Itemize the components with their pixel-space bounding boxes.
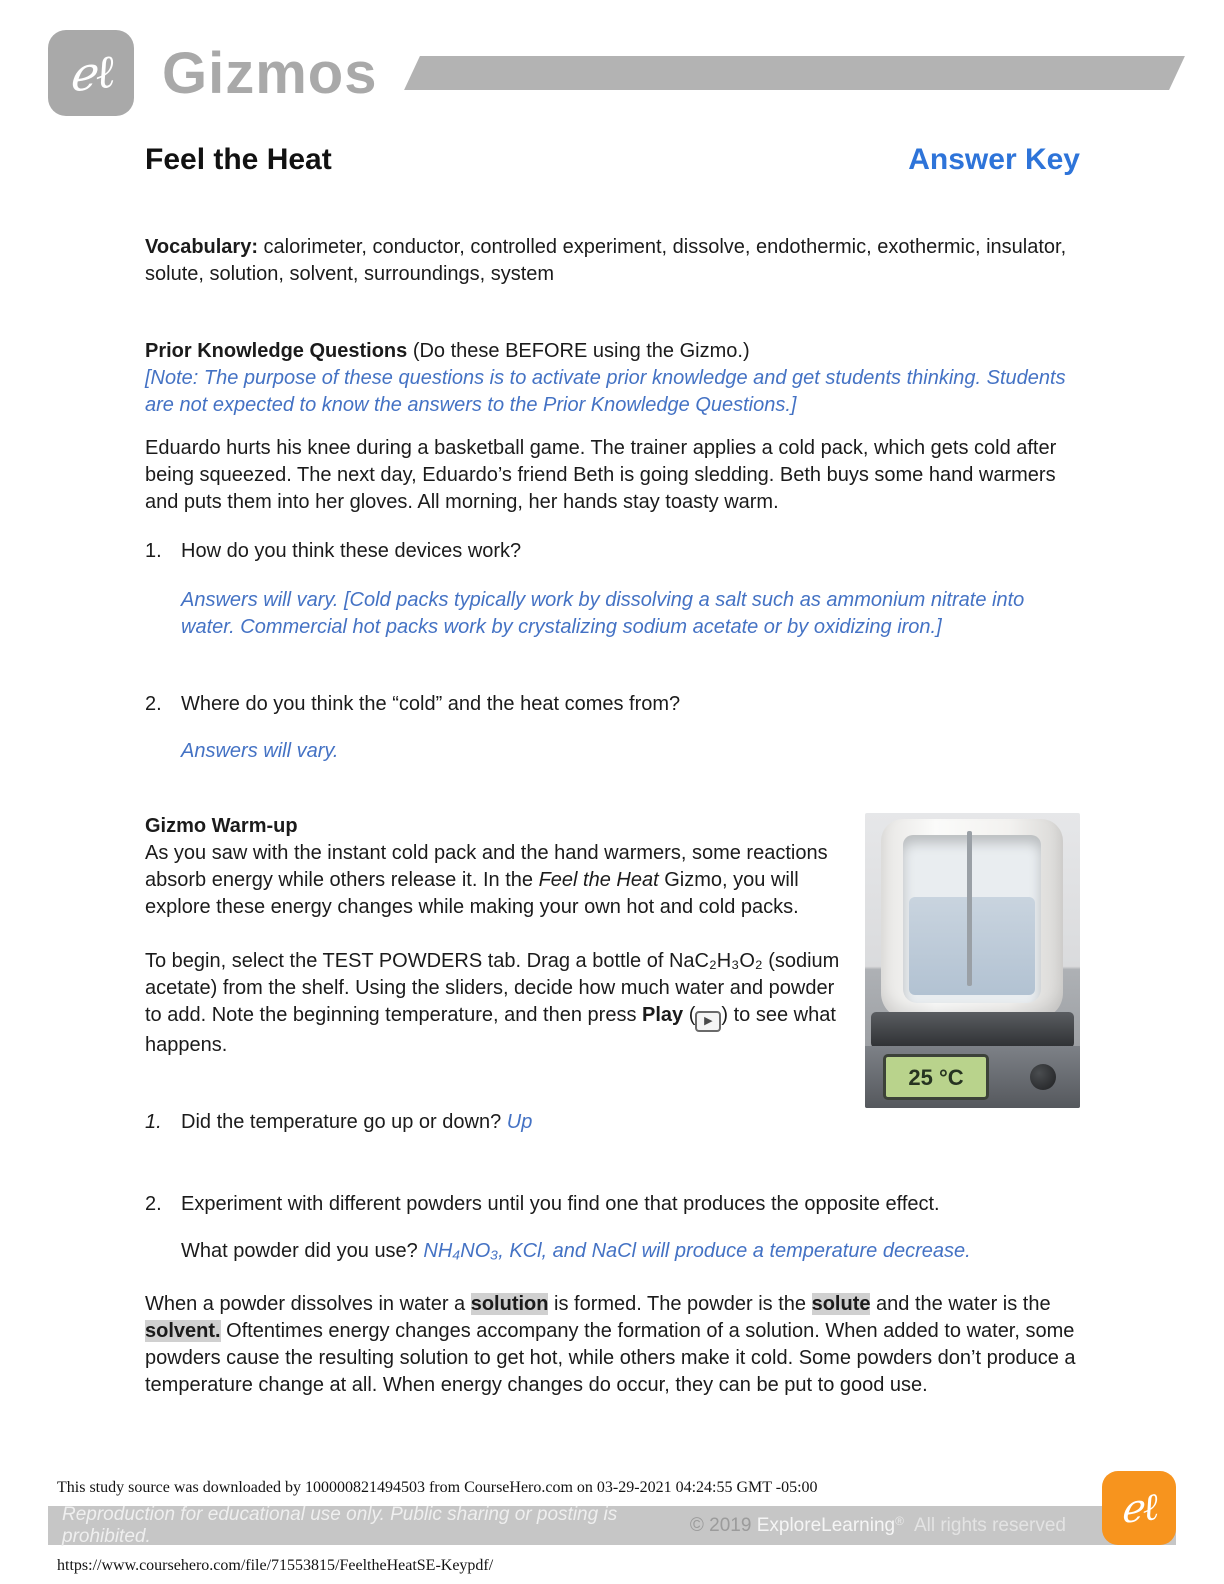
warmup-answer-2: NH₄NO₃, KCl, and NaCl will produce a temperature decrease.: [423, 1240, 971, 1262]
gizmos-logo-badge: [48, 30, 134, 116]
temperature-display-unit: [865, 1046, 1080, 1108]
play-icon: [695, 1011, 721, 1032]
warmup-section: [145, 813, 1080, 1399]
text-run: What powder did you use?: [181, 1240, 424, 1262]
warmup-subquestion: [181, 1238, 1080, 1265]
title-row: [145, 143, 1080, 177]
highlight-solute: solute: [811, 1293, 871, 1315]
gizmos-wordmark: Gizmos: [162, 40, 378, 106]
text-run: and the water is the: [870, 1293, 1051, 1315]
question-text: Where do you think the “cold” and the heat comes from?: [181, 693, 681, 715]
play-glyph: ▶: [704, 1015, 713, 1027]
explorelearning-name: ExploreLearning: [756, 1515, 896, 1536]
calorimeter-cup: [881, 819, 1063, 1019]
prior-question-2: [145, 691, 1080, 718]
intro-paragraph: Eduardo hurts his knee during a basketball game. The trainer applies a cold pack, which gets cold after being squeezed. The next day, Eduardo’s friend Beth is going sledding. Beth buys some hand warmers and puts them into her gloves. All morning, her hands stay toasty warm.: [145, 437, 1057, 513]
warmup-heading: Gizmo Warm-up: [145, 815, 298, 837]
question-text: How do you think these devices work?: [181, 540, 522, 562]
text-run: is formed. The powder is the: [548, 1293, 812, 1315]
play-label: Play: [642, 1004, 684, 1026]
text-run: (: [683, 1004, 696, 1026]
prior-question-1: [145, 538, 1080, 565]
question-number: 1.: [145, 540, 162, 562]
coursehero-url-link[interactable]: https://www.coursehero.com/file/71553815/FeeltheHeatSE-Keypdf/: [57, 1557, 494, 1574]
explorelearning-el-icon: ℯℓ: [1117, 1483, 1161, 1532]
prior-heading-rest: (Do these BEFORE using the Gizmo.): [407, 340, 750, 362]
highlight-solution: solution: [470, 1293, 549, 1315]
text-run: Did the temperature go up or down?: [181, 1111, 507, 1133]
prior-note: [Note: The purpose of these questions is to activate prior knowledge and get students thinking. Students are not expected to know the answers to the Prior Knowledge Questions.]: [145, 367, 1066, 416]
page-title: Feel the Heat: [145, 143, 332, 176]
prior-knowledge-heading: [145, 338, 1080, 365]
warmup-question-1: [145, 1109, 841, 1136]
cup-opening: [903, 835, 1041, 1003]
question-text: [181, 1109, 841, 1136]
temperature-value: 25 °C: [908, 1064, 964, 1090]
prior-answer-1: Answers will vary. [Cold packs typically work by dissolving a salt such as ammonium nitrate into water. Commercial hot packs work by crystalizing sodium acetate or by oxidizing iron.]: [181, 589, 1025, 638]
prior-answer-2: Answers will vary.: [181, 740, 339, 762]
question-number: 1.: [145, 1111, 162, 1133]
answer-key-label: Answer Key: [908, 143, 1080, 176]
text-run: ) to see what happens.: [145, 1004, 836, 1056]
calorimeter-figure: [865, 813, 1080, 1108]
knob: [1030, 1064, 1056, 1090]
water: [909, 897, 1035, 995]
text-run: Oftentimes energy changes accompany the formation of a solution. When added to water, some powders cause the resulting solution to get hot, while others make it cold. Some powders don’t produce a temperature change at all. When energy changes do occur, they can be put to good use.: [145, 1320, 1076, 1396]
scale-base: [871, 1012, 1074, 1048]
footer-bar: [48, 1503, 1176, 1547]
temperature-readout: [883, 1054, 989, 1100]
stir-rod: [967, 831, 972, 986]
question-number: 2.: [145, 693, 162, 715]
warmup-answer-1: Up: [506, 1111, 533, 1133]
solution-paragraph: [145, 1291, 1080, 1399]
prior-heading-bold: Prior Knowledge Questions: [145, 340, 408, 362]
text-run: To begin, select the TEST POWDERS tab. Drag a bottle of NaC₂H₃O₂ (sodium acetate) from the shelf. Using the sliders, decide how much water and powder to add. Note the beginning temperature, and then press: [145, 950, 840, 1026]
copyright-notice: [690, 1514, 1066, 1537]
gizmo-name-italic: Feel the Heat: [538, 869, 659, 891]
text-run: Gizmo, you will explore these energy changes while making your own hot and cold packs.: [145, 869, 799, 918]
vocabulary-paragraph: [145, 234, 1080, 288]
text-run: As you saw with the instant cold pack and the hand warmers, some reactions absorb energy while others release it. In the: [145, 842, 828, 891]
document-body: [145, 234, 1080, 1399]
registered-mark: ®: [895, 1514, 904, 1528]
text-run: When a powder dissolves in water a: [145, 1293, 471, 1315]
brand-header: [48, 28, 1176, 118]
question-number: 2.: [145, 1193, 162, 1215]
vocabulary-label: Vocabulary:: [145, 236, 258, 258]
warmup-question-2: [145, 1191, 1080, 1218]
highlight-solvent: solvent.: [145, 1320, 221, 1342]
vocabulary-list: calorimeter, conductor, controlled experiment, dissolve, endothermic, exothermic, insulator, solute, solution, solvent, surroundings, system: [145, 236, 1067, 285]
gizmos-el-icon: ℯℓ: [65, 43, 117, 103]
header-bar-decoration: [404, 56, 1184, 90]
download-attribution: This study source was downloaded by 100000821494503 from CourseHero.com on 03-29-2021 04:24:55 GMT -05:00: [57, 1479, 818, 1496]
reproduction-notice: Reproduction for educational use only. Public sharing or posting is prohibited.: [62, 1503, 618, 1547]
question-text: Experiment with different powders until you find one that produces the opposite effect.: [181, 1193, 940, 1215]
rights-reserved: All rights reserved: [913, 1515, 1066, 1536]
explorelearning-logo-badge: [1102, 1471, 1176, 1545]
copyright-year: © 2019: [689, 1515, 757, 1536]
